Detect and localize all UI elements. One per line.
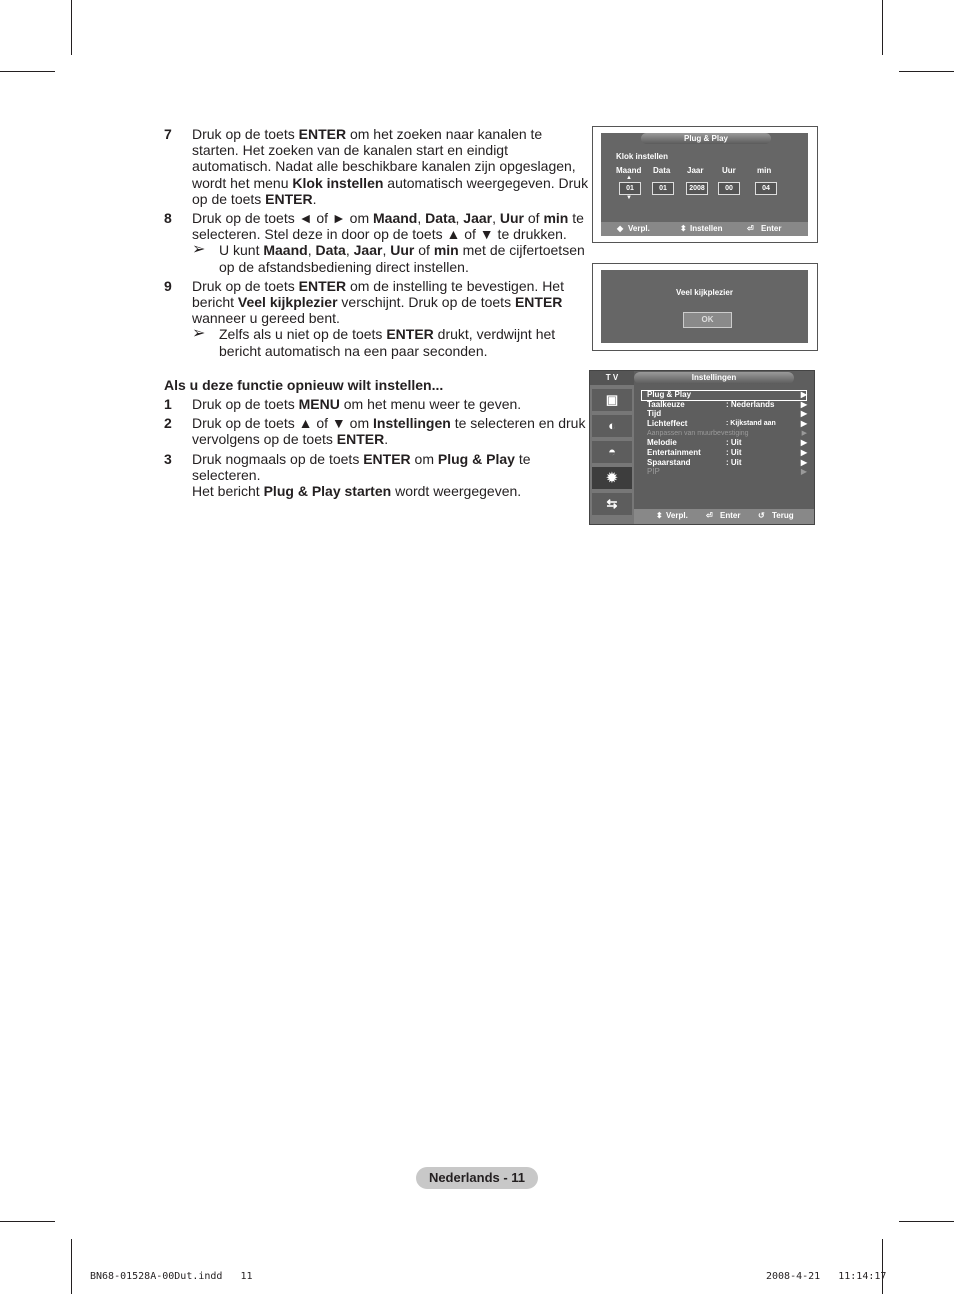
chevron-right-icon: ▶ xyxy=(800,438,807,447)
menu-item-label: Taalkeuze xyxy=(647,400,685,409)
text: Klok instellen xyxy=(292,174,384,191)
text: Druk op de toets xyxy=(192,396,299,413)
crop-mark xyxy=(882,0,883,55)
step-3 xyxy=(164,451,590,500)
step-number: 2 xyxy=(164,415,172,432)
menu-item-label: Plug & Play xyxy=(647,390,692,399)
text: Druk op de toets ▲ of ▼ om xyxy=(192,415,374,432)
text: U kunt xyxy=(219,242,264,259)
menu-item-value: : Nederlands xyxy=(726,400,775,409)
crop-mark xyxy=(899,71,954,72)
osd-message-screen xyxy=(601,270,808,343)
footer-enter: Enter xyxy=(720,511,741,520)
step-number: 1 xyxy=(164,396,172,413)
clock-field-min[interactable]: 04 xyxy=(755,182,777,195)
text: wordt weergegeven. xyxy=(391,483,522,500)
clock-field-hour[interactable]: 00 xyxy=(718,182,740,195)
text: of xyxy=(414,242,434,259)
text: Jaar xyxy=(353,242,383,259)
menu-item-label: PIP xyxy=(647,467,660,476)
menu-item-label: Aanpassen van muurbevestiging xyxy=(647,430,749,437)
footer-enter: Enter xyxy=(761,224,782,233)
message-text: Veel kijkplezier xyxy=(676,288,733,297)
text: Zelfs als u niet op de toets xyxy=(219,326,387,343)
text: Maand xyxy=(263,242,308,259)
text: min xyxy=(543,210,569,227)
footer-return: Terug xyxy=(772,511,794,520)
chevron-right-icon: ▶ xyxy=(800,400,807,409)
osd-footer xyxy=(601,222,808,236)
text: te selecteren en druk vervolgens op de toets xyxy=(192,415,586,448)
chevron-right-icon: ▶ xyxy=(800,390,807,399)
clock-field-month[interactable]: 01 xyxy=(619,182,641,195)
step-number: 3 xyxy=(164,450,172,467)
footer-set: Instellen xyxy=(690,224,723,233)
menu-item-value: : Kijkstand aan xyxy=(726,420,776,427)
picture-icon[interactable]: ▣ xyxy=(592,389,632,411)
text: ENTER xyxy=(363,450,411,467)
crop-mark xyxy=(882,1239,883,1294)
chevron-right-icon: ▶ xyxy=(800,448,807,457)
return-icon: ↺ xyxy=(758,511,765,520)
text: , xyxy=(492,210,500,227)
menu-item-label: Lichteffect xyxy=(647,419,688,428)
text: min xyxy=(433,242,459,259)
channel-icon[interactable]: ◓ xyxy=(592,441,632,463)
text: Data xyxy=(425,210,456,227)
crop-mark xyxy=(899,1221,954,1222)
text: Uur xyxy=(390,242,415,259)
text: ENTER xyxy=(514,294,563,311)
chevron-right-icon: ▶ xyxy=(800,409,807,418)
up-down-icon: ⬍ xyxy=(656,511,663,520)
instructions xyxy=(164,126,590,502)
text: . xyxy=(312,190,317,207)
page-number-badge: Nederlands - 11 xyxy=(416,1167,538,1189)
menu-item-entertainment[interactable] xyxy=(647,448,807,458)
text: om het zoeken naar kanalen te starten. Het zoeken van de kanalen start en eindigt automatisch. Nadat alle beschikbare kanalen zijn opgeslagen, wordt het menu xyxy=(192,126,576,191)
menu-footer xyxy=(634,509,814,524)
menu-category-bar xyxy=(590,385,634,524)
arrow-icon: ➢ xyxy=(192,241,206,259)
text: ENTER xyxy=(265,190,313,207)
crop-mark xyxy=(71,0,72,55)
text: ENTER xyxy=(298,126,347,142)
crop-mark xyxy=(71,1239,72,1294)
step-number: 8 xyxy=(164,210,172,227)
footer-move: Verpl. xyxy=(628,224,650,233)
text: te selecteren. Stel deze in door op de toets ▲ of ▼ te drukken. xyxy=(192,210,584,243)
text: om het menu weer te geven. xyxy=(339,396,522,413)
text: verschijnt. Druk op de toets xyxy=(337,294,515,311)
text: Druk op de toets xyxy=(192,126,299,142)
menu-item-value: : Uit xyxy=(726,448,742,457)
text: Plug & Play xyxy=(437,450,515,467)
step-9 xyxy=(164,278,590,359)
text: Druk op de toets xyxy=(192,277,299,294)
clock-field-day[interactable]: 01 xyxy=(652,182,674,195)
note xyxy=(192,326,590,358)
arrow-icon: ➢ xyxy=(192,325,206,343)
input-icon[interactable]: ⇆ xyxy=(592,493,632,515)
source-label: T V xyxy=(590,371,634,385)
text: MENU xyxy=(298,396,340,413)
menu-item-value: : Uit xyxy=(726,458,742,467)
menu-item-time[interactable] xyxy=(647,409,807,419)
text: ENTER xyxy=(386,326,434,343)
menu-item-pip xyxy=(647,467,807,477)
left-right-icon: ◆ xyxy=(617,224,624,233)
step-number: 7 xyxy=(164,126,172,142)
text: Druk op de toets ◄ of ► om xyxy=(192,210,374,227)
menu-title: Instellingen xyxy=(634,372,794,384)
text: Uur xyxy=(499,210,524,227)
text: Druk nogmaals op de toets xyxy=(192,450,364,467)
text: ENTER xyxy=(336,431,385,448)
clock-label-year: Jaar xyxy=(687,166,704,175)
section-heading: Als u deze functie opnieuw wilt instellen... xyxy=(164,376,444,393)
step-2 xyxy=(164,415,590,447)
osd-menu xyxy=(589,370,815,525)
chevron-right-icon: ▶ xyxy=(800,467,807,476)
text: Jaar xyxy=(463,210,493,227)
menu-item-light-effect[interactable] xyxy=(647,419,807,429)
footer-move: Verpl. xyxy=(666,511,688,520)
clock-label-hour: Uur xyxy=(722,166,736,175)
clock-label-min: min xyxy=(757,166,772,175)
text: Veel kijkplezier xyxy=(237,294,338,311)
text: , xyxy=(417,210,426,227)
text: wanneer u gereed bent. xyxy=(192,310,340,327)
text: of xyxy=(524,210,544,227)
slug-right: 2008-4-21 11:14:17 xyxy=(766,1271,887,1282)
menu-item-plug-play[interactable] xyxy=(647,390,807,400)
clock-label-day: Data xyxy=(653,166,671,175)
osd-clock-screen xyxy=(601,133,808,236)
enter-icon: ⏎ xyxy=(706,511,713,520)
crop-mark xyxy=(0,71,55,72)
text: om xyxy=(410,450,438,467)
text: drukt, verdwijnt het bericht automatisch na een paar seconden. xyxy=(219,326,556,359)
step-8 xyxy=(164,210,590,275)
text: Het bericht xyxy=(192,483,264,500)
chevron-right-icon: ▶ xyxy=(801,430,807,437)
text: Plug & Play starten xyxy=(263,483,392,500)
text: ENTER xyxy=(298,277,347,294)
osd-subtitle: Klok instellen xyxy=(616,152,669,161)
clock-label-month: Maand xyxy=(616,166,642,175)
chevron-right-icon: ▶ xyxy=(800,419,807,428)
text: . xyxy=(384,431,389,448)
step-1 xyxy=(164,396,590,412)
text: , xyxy=(382,242,391,259)
text: Maand xyxy=(373,210,418,227)
text: met de cijfertoetsen op de afstandsbediening direct instellen. xyxy=(219,242,585,275)
menu-item-label: Spaarstand xyxy=(647,458,691,467)
enter-icon: ⏎ xyxy=(747,224,754,233)
menu-item-label: Melodie xyxy=(647,438,677,447)
up-down-icon: ⬍ xyxy=(680,224,687,233)
sound-icon[interactable]: ◐ xyxy=(592,415,632,437)
down-arrow-icon: ▼ xyxy=(626,195,632,201)
text: , xyxy=(345,242,354,259)
menu-item-label: Entertainment xyxy=(647,448,701,457)
note xyxy=(192,242,590,274)
slug-left: BN68-01528A-00Dut.indd 11 xyxy=(90,1271,253,1282)
step-number: 9 xyxy=(164,277,172,294)
ok-button[interactable]: OK xyxy=(683,312,732,328)
text: , xyxy=(307,242,316,259)
text: te selecteren. xyxy=(192,450,531,483)
step-7 xyxy=(164,126,590,207)
menu-item-value: : Uit xyxy=(726,438,742,447)
osd-title: Plug & Play xyxy=(641,133,771,144)
text: , xyxy=(455,210,464,227)
up-arrow-icon: ▲ xyxy=(626,175,632,181)
clock-field-year[interactable]: 2008 xyxy=(686,182,708,195)
setup-icon[interactable]: ✹ xyxy=(592,467,632,489)
menu-item-melody[interactable] xyxy=(647,438,807,448)
chevron-right-icon: ▶ xyxy=(800,458,807,467)
osd-clock-frame xyxy=(592,126,818,243)
text: Data xyxy=(315,242,346,259)
text: Instellingen xyxy=(373,415,451,432)
crop-mark xyxy=(0,1221,55,1222)
menu-item-label: Tijd xyxy=(647,409,662,418)
text: om de instelling te bevestigen. Het bericht xyxy=(192,277,564,311)
text: automatisch weergegeven. Druk op de toets xyxy=(192,174,589,207)
osd-message-frame xyxy=(592,263,818,351)
